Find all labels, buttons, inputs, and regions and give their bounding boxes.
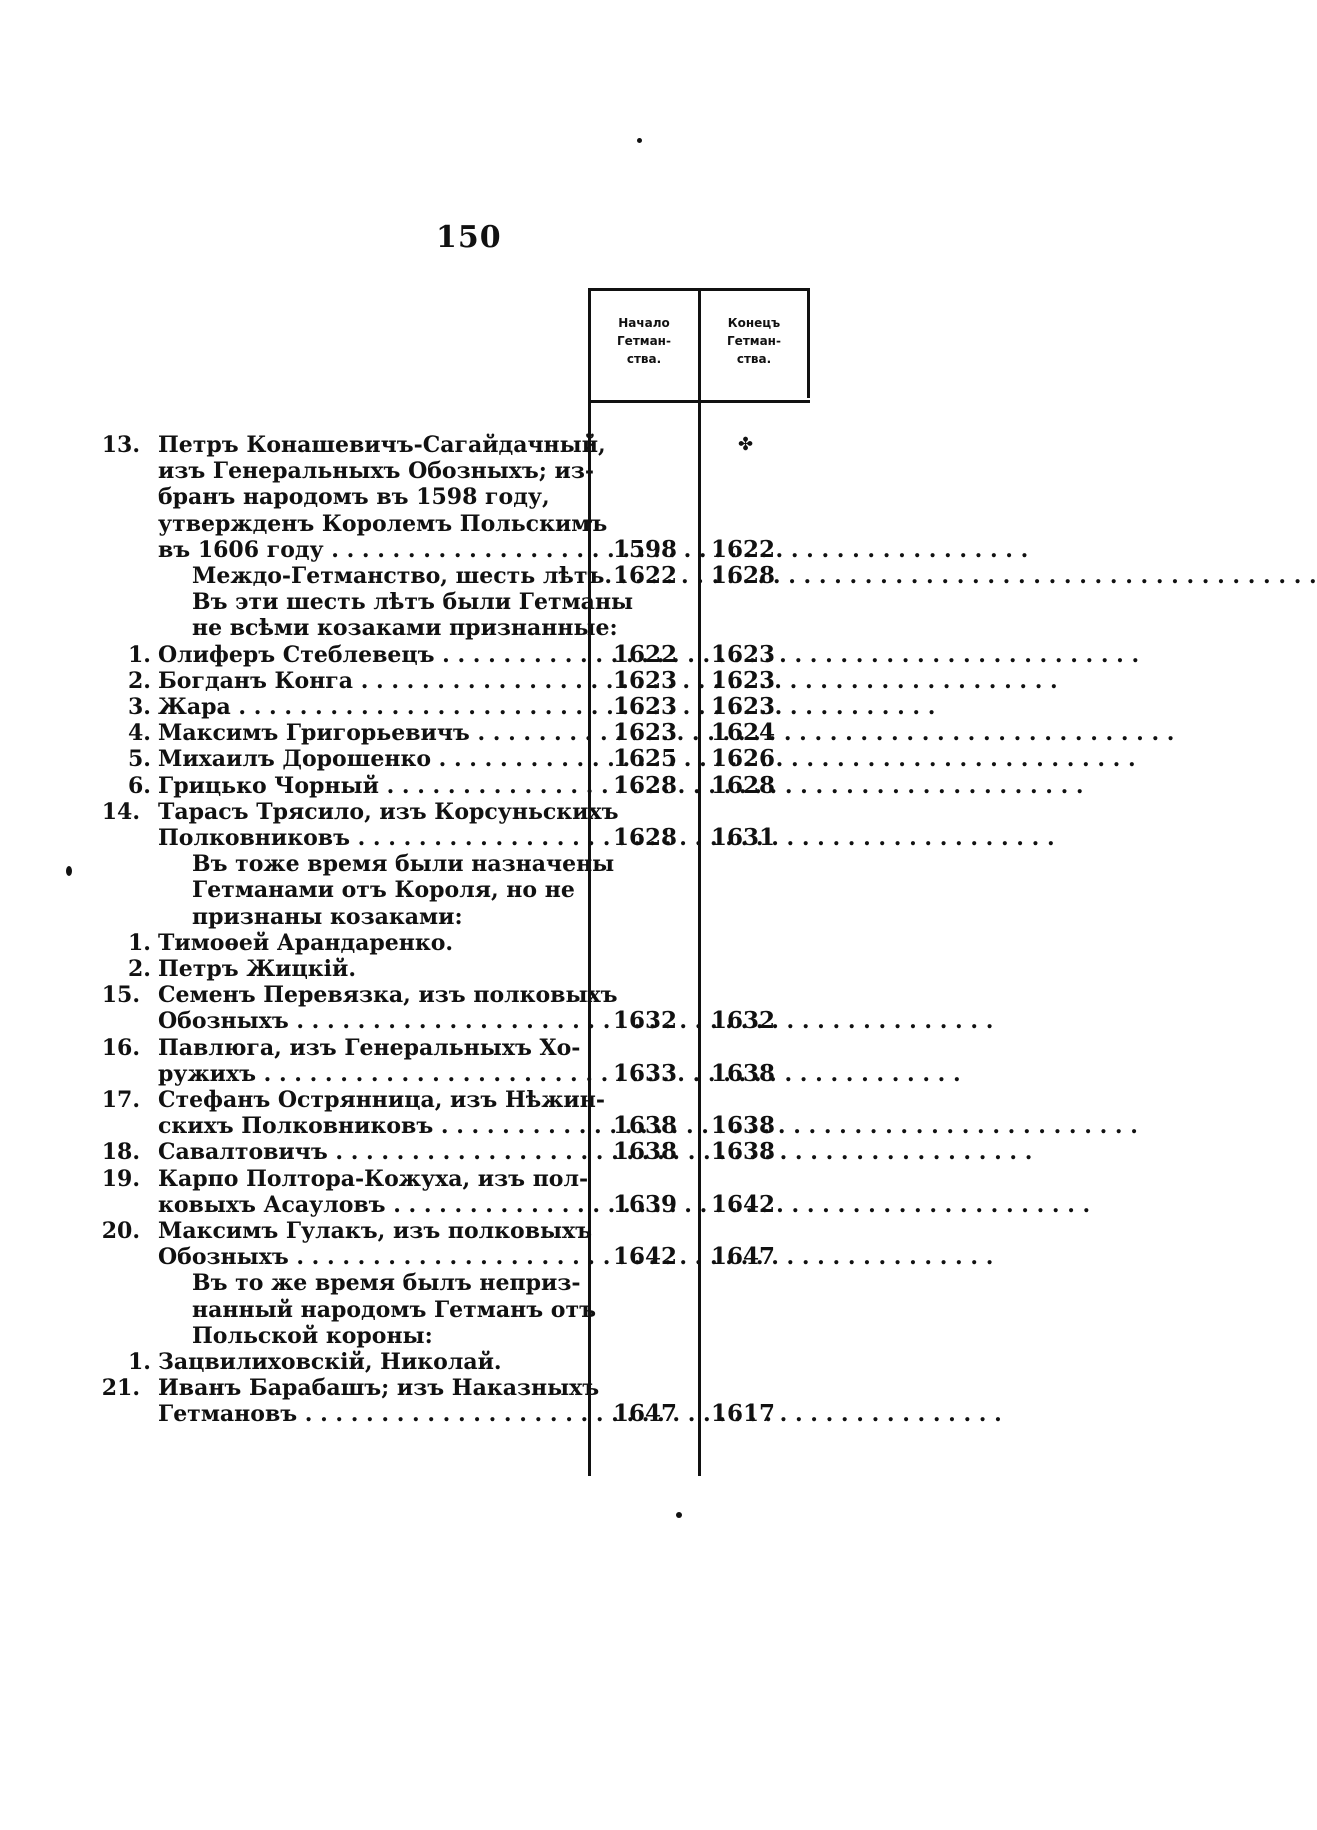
- line-number: 20.: [101, 1218, 140, 1244]
- line-text: изъ Генеральныхъ Обозныхъ; из-: [158, 458, 595, 485]
- line-text: скихъ Полковниковъ . . .: [158, 1113, 580, 1139]
- list-line: [0, 1113, 1140, 1139]
- end-year: 1638: [710, 1138, 775, 1166]
- start-year: 1647: [612, 1400, 677, 1428]
- list-line: [0, 1166, 1140, 1192]
- table-header-rule: [588, 400, 810, 403]
- line-text: Петръ Жицкій.: [158, 956, 356, 982]
- line-text: нанный народомъ Гетманъ отъ: [192, 1296, 596, 1323]
- list-line: [0, 877, 1140, 903]
- start-year: 1639: [612, 1190, 677, 1218]
- start-year: 1625: [612, 745, 677, 773]
- line-text: утвержденъ Королемъ Польскимъ: [158, 510, 608, 537]
- line-text: ружихъ . . .: [158, 1061, 580, 1087]
- line-text: Полковниковъ . . .: [158, 825, 580, 851]
- line-number: 1.: [128, 929, 151, 956]
- line-text: признаны козаками:: [192, 903, 463, 930]
- line-text: Богданъ Конга . . .: [158, 668, 580, 694]
- table-right-rule: [807, 288, 810, 398]
- end-year: 1642: [710, 1190, 775, 1218]
- start-year: 1628: [612, 824, 677, 851]
- start-year: 1623: [612, 719, 677, 747]
- line-number: 2.: [128, 667, 151, 694]
- column-header-start-line: Начало: [618, 316, 670, 330]
- start-year: 1628: [612, 771, 677, 799]
- line-text: не всѣми козаками признанные:: [192, 615, 618, 642]
- list-line: [0, 799, 1140, 825]
- end-year: 1624: [710, 719, 775, 747]
- line-number: 6.: [128, 772, 151, 799]
- line-text: Обозныхъ . . .: [158, 1244, 580, 1270]
- list-line: [0, 537, 1140, 563]
- line-text: Обозныхъ . . .: [158, 1008, 580, 1034]
- line-number: 1.: [128, 1349, 151, 1375]
- line-text: Максимъ Григорьевичъ . . .: [158, 720, 580, 746]
- ornament-mark: ✤: [738, 434, 754, 455]
- start-year: 1623: [612, 693, 677, 720]
- end-year: 1617: [710, 1400, 775, 1428]
- list-line: [0, 720, 1140, 746]
- list-line: [0, 1061, 1140, 1087]
- line-number: 2.: [128, 956, 151, 982]
- print-speck: [637, 138, 642, 143]
- list-line: [0, 904, 1140, 930]
- list-line: [0, 668, 1140, 694]
- line-text: Тарасъ Трясило, изъ Корсуньскихъ: [158, 798, 619, 825]
- column-header-end: [706, 314, 802, 368]
- line-text: Савалтовичъ . . .: [158, 1139, 580, 1165]
- line-text: Стефанъ Острянница, изъ Нѣжин-: [158, 1087, 605, 1113]
- line-text: Зацвилиховскій, Николай.: [158, 1349, 502, 1375]
- list-line: [0, 1087, 1140, 1113]
- list-line: [0, 511, 1140, 537]
- line-text: Въ то же время былъ неприз-: [192, 1270, 581, 1297]
- print-speck: [676, 1512, 682, 1518]
- list-line: [0, 484, 1140, 510]
- line-number: 21.: [101, 1375, 140, 1402]
- list-line: [0, 773, 1140, 799]
- line-text: Гетмановъ . . .: [158, 1401, 580, 1427]
- end-year: 1622: [710, 535, 775, 563]
- line-text: Павлюга, изъ Генеральныхъ Хо-: [158, 1034, 581, 1061]
- start-year: 1638: [612, 1138, 677, 1166]
- list-line: [0, 563, 1140, 589]
- list-line: [0, 956, 1140, 982]
- line-text: Междо-Гетманство, шесть лѣтъ. . . .: [192, 563, 580, 589]
- list-line: [0, 1401, 1140, 1427]
- list-line: [0, 1008, 1140, 1034]
- list-line: [0, 982, 1140, 1008]
- list-line: [0, 1349, 1140, 1375]
- line-number: 15.: [101, 982, 140, 1009]
- start-year: 1632: [612, 1007, 677, 1035]
- column-header-start: [596, 314, 692, 368]
- line-text: Тимоѳей Арандаренко.: [158, 929, 454, 956]
- line-number: 3.: [128, 694, 151, 720]
- print-speck: [66, 866, 72, 876]
- line-number: 1.: [128, 641, 151, 668]
- line-text: Грицько Чорный . . .: [158, 773, 580, 799]
- line-text: бранъ народомъ въ 1598 году,: [158, 484, 550, 511]
- end-year: 1638: [710, 1059, 775, 1087]
- line-number: 4.: [128, 720, 151, 747]
- end-year: 1631: [710, 824, 775, 851]
- line-number: 17.: [101, 1087, 140, 1113]
- line-text: Въ эти шесть лѣтъ были Гетманы: [192, 589, 634, 616]
- column-header-start-line: ства.: [626, 352, 662, 366]
- list-line: [0, 432, 1140, 458]
- list-line: [0, 746, 1140, 772]
- list-line: [0, 930, 1140, 956]
- column-header-start-line: Гетман-: [617, 334, 671, 348]
- line-number: 14.: [101, 798, 140, 825]
- list-line: [0, 1035, 1140, 1061]
- end-year: 1638: [710, 1112, 775, 1140]
- list-line: [0, 615, 1140, 641]
- list-line: [0, 1297, 1140, 1323]
- line-text: Олиферъ Стеблевецъ . . .: [158, 642, 580, 668]
- line-number: 5.: [128, 746, 151, 773]
- list-line: [0, 825, 1140, 851]
- list-line: [0, 1139, 1140, 1165]
- start-year: 1633: [612, 1059, 677, 1087]
- page-number: 150: [436, 220, 502, 255]
- end-year: 1628: [710, 562, 775, 589]
- line-number: 18.: [101, 1139, 140, 1166]
- list-line: [0, 458, 1140, 484]
- end-year: 1632: [710, 1007, 775, 1035]
- start-year: 1622: [612, 640, 677, 668]
- line-text: ковыхъ Асауловъ . . .: [158, 1192, 580, 1218]
- end-year: 1623: [710, 693, 775, 720]
- line-text: Карпо Полтора-Кожуха, изъ пол-: [158, 1165, 589, 1192]
- list-line: [0, 1270, 1140, 1296]
- line-text: Жара . . .: [158, 694, 580, 720]
- line-text: Михаилъ Дорошенко . . .: [158, 746, 580, 772]
- list-line: [0, 1375, 1140, 1401]
- line-text: Въ тоже время были назначены: [192, 851, 615, 878]
- list-line: [0, 1244, 1140, 1270]
- end-year: 1623: [710, 666, 775, 694]
- line-text: Иванъ Барабашъ; изъ Наказныхъ: [158, 1375, 600, 1402]
- start-year: 1622: [612, 562, 677, 589]
- start-year: 1642: [612, 1243, 677, 1271]
- line-text: Гетманами отъ Короля, но не: [192, 877, 575, 904]
- list-line: [0, 1218, 1140, 1244]
- end-year: 1647: [710, 1243, 775, 1271]
- line-text: Петръ Конашевичъ-Сагайдачный,: [158, 432, 606, 458]
- column-header-end-line: Гетман-: [727, 334, 781, 348]
- line-number: 13.: [101, 432, 140, 458]
- list-line: [0, 1192, 1140, 1218]
- list-line: [0, 589, 1140, 615]
- line-number: 19.: [101, 1165, 140, 1192]
- column-header-end-line: Конецъ: [727, 316, 781, 330]
- line-text: Польской короны:: [192, 1322, 433, 1349]
- line-number: 16.: [101, 1034, 140, 1061]
- start-year: 1623: [612, 666, 677, 694]
- column-header-end-line: ства.: [736, 352, 772, 366]
- start-year: 1598: [612, 535, 677, 563]
- line-text: въ 1606 году . . .: [158, 537, 580, 563]
- line-text: Семенъ Перевязка, изъ полковыхъ: [158, 982, 618, 1009]
- start-year: 1638: [612, 1112, 677, 1140]
- list-line: [0, 1323, 1140, 1349]
- end-year: 1626: [710, 745, 775, 773]
- list-line: [0, 642, 1140, 668]
- end-year: 1628: [710, 771, 775, 799]
- list-line: [0, 694, 1140, 720]
- list-line: [0, 851, 1140, 877]
- end-year: 1623: [710, 640, 775, 668]
- line-text: Максимъ Гулакъ, изъ полковыхъ: [158, 1218, 593, 1244]
